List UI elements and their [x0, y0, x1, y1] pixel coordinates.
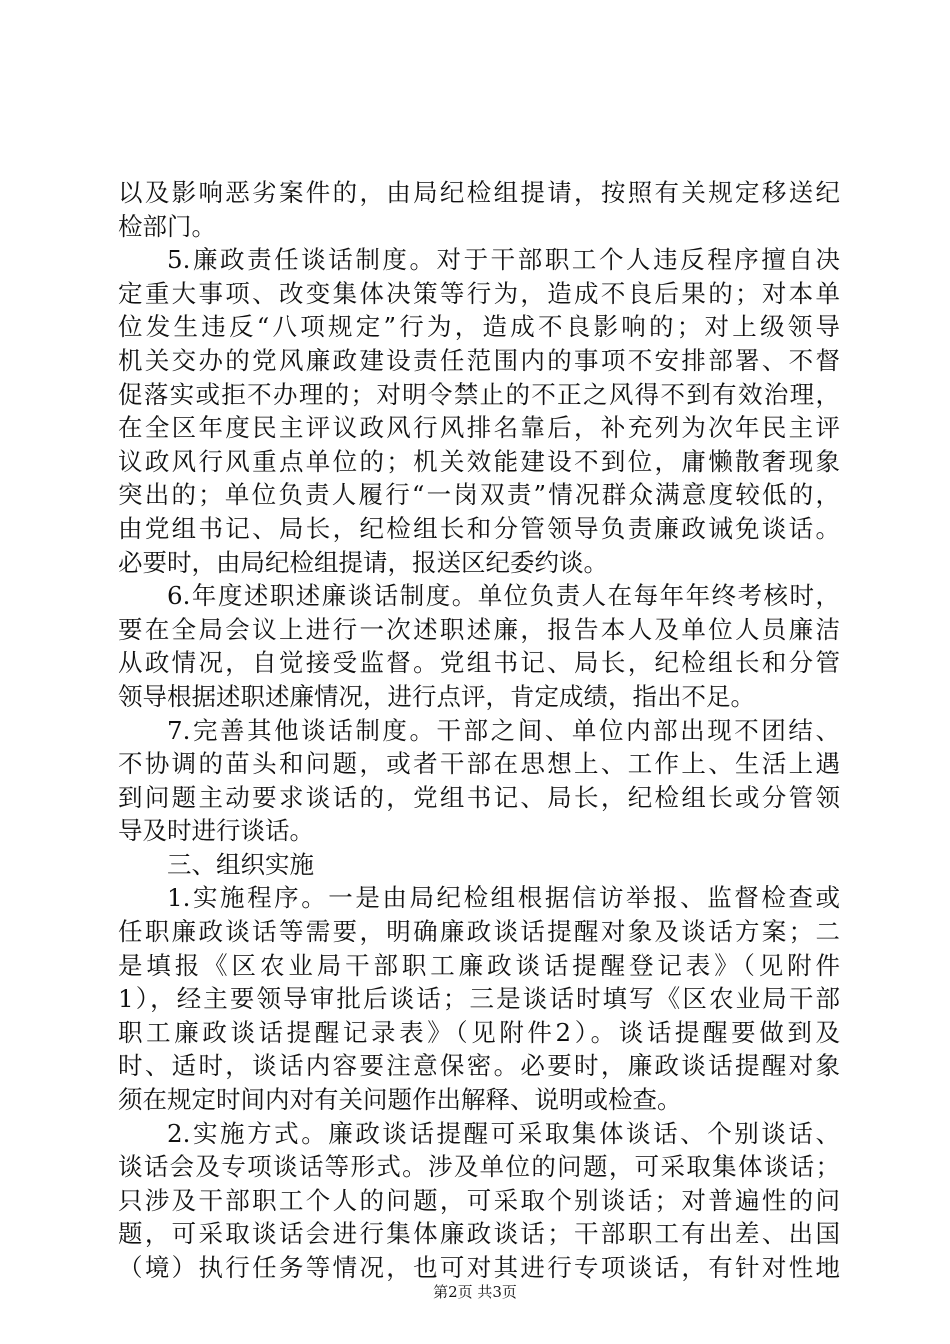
- text-line: 时、适时，谈话内容要注意保密。必要时，廉政谈话提醒对象: [118, 1051, 840, 1081]
- text-line: 到问题主动要求谈话的，党组书记、局长，纪检组长或分管领: [118, 782, 840, 812]
- text-line: 是填报《区农业局干部职工廉政谈话提醒登记表》（见附件: [118, 950, 840, 980]
- text-line: 突出的；单位负责人履行“一岗双责”情况群众满意度较低的，: [118, 480, 840, 510]
- page-total: 共3页: [477, 1283, 517, 1301]
- text-line: 定重大事项、改变集体决策等行为，造成不良后果的；对本单: [118, 278, 840, 308]
- text-line: 须在规定时间内对有关问题作出解释、说明或检查。: [118, 1085, 682, 1115]
- text-line: 只涉及干部职工个人的问题，可采取个别谈话；对普遍性的问: [118, 1185, 840, 1215]
- text-line: 检部门。: [118, 211, 216, 241]
- section-heading: 三、组织实施: [167, 849, 314, 879]
- text-line: 议政风行风重点单位的；机关效能建设不到位，庸懒散奢现象: [118, 446, 840, 476]
- text-line: 促落实或拒不办理的；对明令禁止的不正之风得不到有效治理，: [118, 379, 840, 409]
- text-line: 题，可采取谈话会进行集体廉政谈话；干部职工有出差、出国: [118, 1219, 840, 1249]
- text-line: 谈话会及专项谈话等形式。涉及单位的问题，可采取集体谈话；: [118, 1152, 840, 1182]
- text-line: 在全区年度民主评议政风行风排名靠后，补充列为次年民主评: [118, 413, 840, 443]
- text-line: （境）执行任务等情况，也可对其进行专项谈话，有针对性地: [118, 1253, 840, 1282]
- text-line: 1），经主要领导审批后谈话；三是谈话时填写《区农业局干部: [118, 984, 840, 1014]
- text-line: 领导根据述职述廉情况，进行点评，肯定成绩，指出不足。: [118, 681, 755, 711]
- text-line: 以及影响恶劣案件的，由局纪检组提请，按照有关规定移送纪: [118, 178, 840, 207]
- text-line: 任职廉政谈话等需要，明确廉政谈话提醒对象及谈话方案；二: [118, 917, 840, 947]
- text-line: 从政情况，自觉接受监督。党组书记、局长，纪检组长和分管: [118, 648, 840, 678]
- text-line: 导及时进行谈话。: [118, 816, 314, 846]
- page-footer: [0, 1282, 950, 1302]
- text-line: 7.完善其他谈话制度。干部之间、单位内部出现不团结、: [167, 715, 840, 745]
- text-line: 必要时，由局纪检组提请，报送区纪委约谈。: [118, 547, 608, 577]
- page-number: 第2页: [433, 1283, 473, 1301]
- text-line: 要在全局会议上进行一次述职述廉，报告本人及单位人员廉洁: [118, 614, 840, 644]
- text-line: 机关交办的党风廉政建设责任范围内的事项不安排部署、不督: [118, 345, 840, 375]
- text-line: 6.年度述职述廉谈话制度。单位负责人在每年年终考核时，: [167, 581, 840, 611]
- text-line: 由党组书记、局长，纪检组长和分管领导负责廉政诫免谈话。: [118, 513, 840, 543]
- text-line: 2.实施方式。廉政谈话提醒可采取集体谈话、个别谈话、: [167, 1118, 840, 1148]
- text-line: 5.廉政责任谈话制度。对于干部职工个人违反程序擅自决: [167, 245, 840, 275]
- document-body: [118, 176, 840, 1285]
- text-line: 1.实施程序。一是由局纪检组根据信访举报、监督检查或: [167, 883, 840, 913]
- text-line: 位发生违反“八项规定”行为，造成不良影响的；对上级领导: [118, 312, 840, 342]
- text-line: 职工廉政谈话提醒记录表》（见附件2）。谈话提醒要做到及: [118, 1017, 840, 1047]
- text-line: 不协调的苗头和问题，或者干部在思想上、工作上、生活上遇: [118, 749, 840, 779]
